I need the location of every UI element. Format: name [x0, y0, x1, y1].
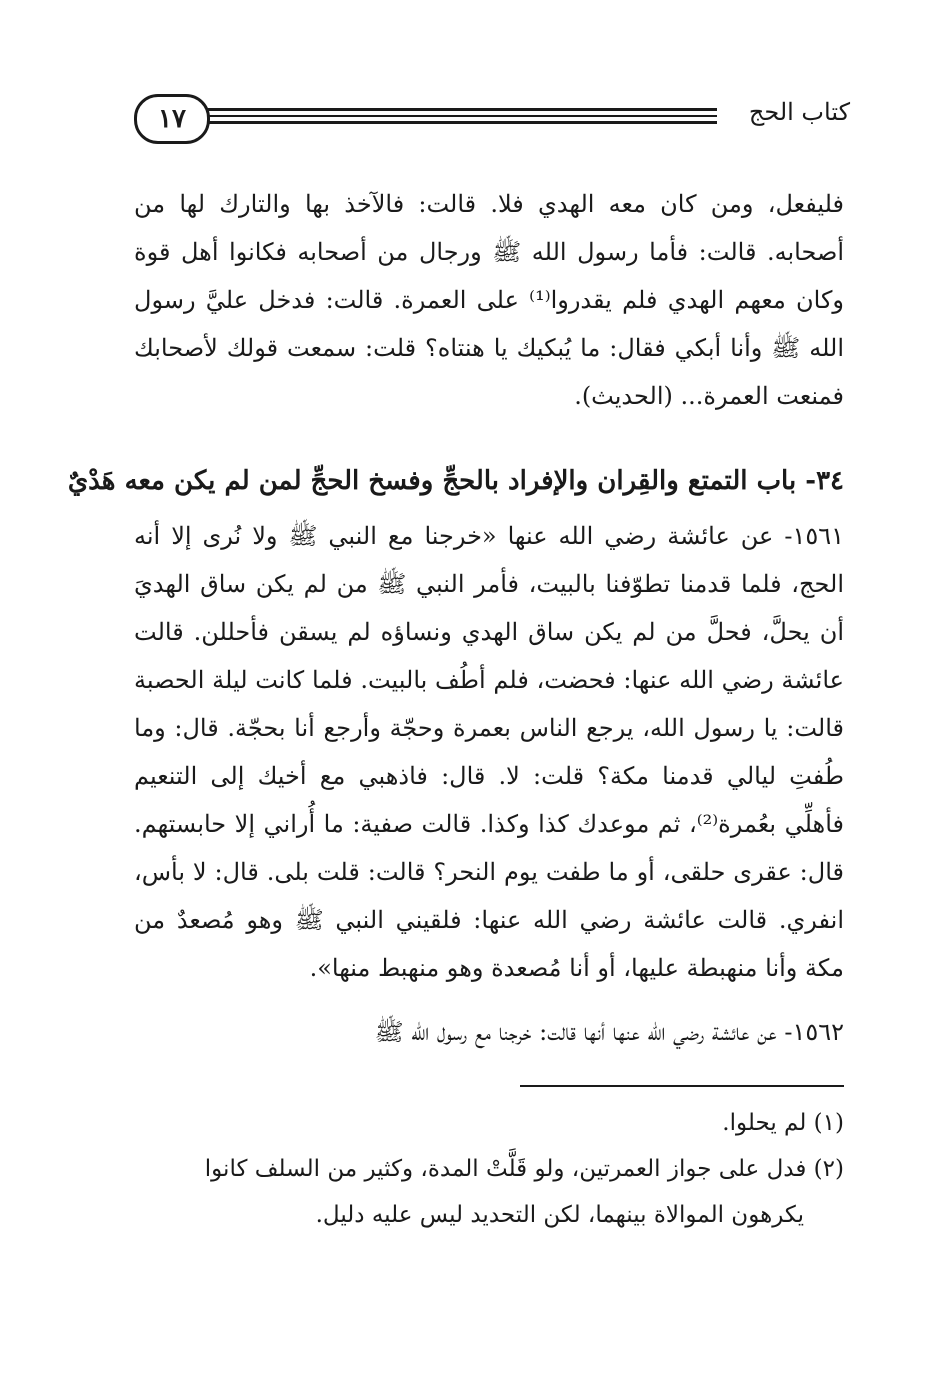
footnote-separator [520, 1085, 844, 1087]
footnote-1: (١) لم يحلوا. [722, 1110, 844, 1136]
page-number: ١٧ [134, 94, 210, 144]
hadith-1561: ١٥٦١- عن عائشة رضي الله عنها «خرجنا مع النبي ﷺ ولا نُرى إلا أنه الحج، فلما قدمنا تطوّفنا بالبيت، فأمر النبي ﷺ من لم يكن ساق الهديَ أن يحلَّ، فحلَّ من لم يكن ساق الهدي ونساؤه لم يسقن فأحللن. قالت عائشة رضي الله عنها: فحضت، فلم أطُف بالبيت. فلما كانت ليلة الحصبة قالت: يا رسول الله، يرجع الناس بعمرة وحجّة وأرجع أنا بحجّة. قال: وما طُفتِ ليالي قدمنا مكة؟ قلت: لا. قال: فاذهبي مع أخيك إلى التنعيم فأهلِّي بعُمرة⁽²⁾، ثم موعدك كذا وكذا. قالت صفية: ما أُراني إلا حابستهم. قال: عقرى حلقى، أو ما طفت يوم النحر؟ قالت: قلت بلى. قال: لا بأس، انفري. قالت عائشة رضي الله عنها: فلقيني النبي ﷺ وهو مُصعدٌ من مكة وأنا منهبطة عليها، أو أنا مُصعدة وهو منهبط منها». [134, 522, 844, 982]
hadith-1562: ١٥٦٢- عن عائشة رضي الله عنها أنها قالت: خرجنا مع رسول الله ﷺ [374, 1018, 844, 1046]
running-header [130, 92, 850, 144]
footnote-2-continued: يكرهون الموالاة بينهما، لكن التحديد ليس عليه دليل. [315, 1202, 804, 1228]
chapter-heading: ٣٤- باب التمتع والقِران والإفراد بالحجِّ وفسخ الحجِّ لمن لم يكن معه هَدْيٌ [67, 466, 844, 496]
footnote-2: (٢) فدل على جواز العمرتين، ولو قَلَّتْ المدة، وكثير من السلف كانوا [204, 1156, 844, 1182]
header-rule [207, 121, 717, 124]
header-rule [207, 115, 717, 117]
footnotes [134, 1100, 844, 1238]
paragraph-continued: فليفعل، ومن كان معه الهدي فلا. قالت: فالآخذ بها والتارك لها من أصحابه. قالت: فأما رسول الله ﷺ ورجال من أصحابه فكانوا أهل قوة وكان معهم الهدي فلم يقدروا⁽¹⁾ على العمرة. قالت: فدخل عليَّ رسول الله ﷺ وأنا أبكي فقال: ما يُبكيك يا هنتاه؟ قلت: سمعت قولك لأصحابك فمنعت العمرة... (الحديث). [134, 190, 845, 410]
book-title: كتاب الحج [748, 98, 850, 126]
header-rule [207, 108, 717, 111]
